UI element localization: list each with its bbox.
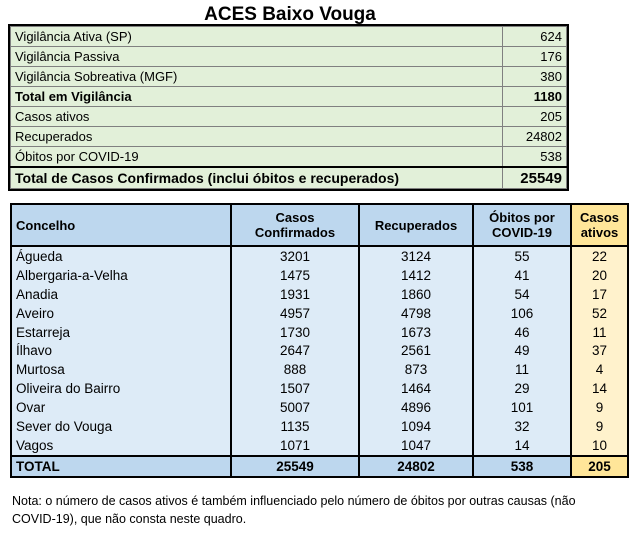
summary-label: Óbitos por COVID-19 — [11, 147, 503, 168]
obitos-cell: 55 — [473, 246, 571, 266]
summary-row — [11, 47, 567, 67]
header-obitos: Óbitos por COVID-19 — [473, 204, 571, 246]
summary-label: Recuperados — [11, 127, 503, 147]
summary-row — [11, 147, 567, 168]
total-recuperados-cell: 24802 — [359, 456, 473, 477]
casos-confirmados-cell: 1730 — [231, 323, 359, 342]
table-row — [11, 398, 628, 417]
table-row — [11, 379, 628, 398]
table-row — [11, 360, 628, 379]
table-header-row — [11, 204, 628, 246]
header-casos-confirmados: Casos Confirmados — [231, 204, 359, 246]
recuperados-cell: 873 — [359, 360, 473, 379]
obitos-cell: 54 — [473, 285, 571, 304]
concelho-cell: Estarreja — [11, 323, 231, 342]
recuperados-cell: 4798 — [359, 304, 473, 323]
casos-confirmados-cell: 1071 — [231, 436, 359, 456]
obitos-cell: 29 — [473, 379, 571, 398]
casos-confirmados-cell: 888 — [231, 360, 359, 379]
casos-confirmados-cell: 2647 — [231, 341, 359, 360]
summary-value: 24802 — [503, 127, 567, 147]
casos-confirmados-cell: 1475 — [231, 266, 359, 285]
obitos-cell: 41 — [473, 266, 571, 285]
summary-row — [11, 87, 567, 107]
concelho-cell: Aveiro — [11, 304, 231, 323]
summary-value: 205 — [503, 107, 567, 127]
total-casos-ativos-cell: 205 — [571, 456, 628, 477]
table-row — [11, 341, 628, 360]
table-row — [11, 266, 628, 285]
obitos-cell: 106 — [473, 304, 571, 323]
summary-label: Total de Casos Confirmados (inclui óbitos e recuperados) — [11, 167, 503, 189]
page-title: ACES Baixo Vouga — [204, 4, 376, 25]
summary-row — [11, 27, 567, 47]
obitos-cell: 11 — [473, 360, 571, 379]
summary-label: Vigilância Ativa (SP) — [11, 27, 503, 47]
concelho-cell: Ílhavo — [11, 341, 231, 360]
table-row — [11, 436, 628, 456]
header-concelho: Concelho — [11, 204, 231, 246]
obitos-cell: 14 — [473, 436, 571, 456]
concelho-cell: Águeda — [11, 246, 231, 266]
summary-label: Total em Vigilância — [11, 87, 503, 107]
casos-confirmados-cell: 1507 — [231, 379, 359, 398]
summary-value: 380 — [503, 67, 567, 87]
casos-confirmados-cell: 1931 — [231, 285, 359, 304]
concelho-cell: Oliveira do Bairro — [11, 379, 231, 398]
casos-confirmados-cell: 5007 — [231, 398, 359, 417]
concelho-cell: Ovar — [11, 398, 231, 417]
summary-value: 176 — [503, 47, 567, 67]
casos-confirmados-cell: 1135 — [231, 417, 359, 436]
recuperados-cell: 1094 — [359, 417, 473, 436]
summary-label: Vigilância Passiva — [11, 47, 503, 67]
casos-confirmados-cell: 3201 — [231, 246, 359, 266]
recuperados-cell: 3124 — [359, 246, 473, 266]
casos-confirmados-cell: 4957 — [231, 304, 359, 323]
concelho-cell: Albergaria-a-Velha — [11, 266, 231, 285]
obitos-cell: 32 — [473, 417, 571, 436]
recuperados-cell: 1464 — [359, 379, 473, 398]
casos-ativos-cell: 37 — [571, 341, 628, 360]
recuperados-cell: 1673 — [359, 323, 473, 342]
summary-label: Casos ativos — [11, 107, 503, 127]
casos-ativos-cell: 52 — [571, 304, 628, 323]
casos-ativos-cell: 9 — [571, 398, 628, 417]
summary-row — [11, 167, 567, 189]
summary-row — [11, 127, 567, 147]
header-casos-ativos: Casos ativos — [571, 204, 628, 246]
table-row — [11, 246, 628, 266]
total-obitos-cell: 538 — [473, 456, 571, 477]
casos-ativos-cell: 17 — [571, 285, 628, 304]
casos-ativos-cell: 14 — [571, 379, 628, 398]
concelho-cell: Vagos — [11, 436, 231, 456]
recuperados-cell: 1860 — [359, 285, 473, 304]
header-recuperados: Recuperados — [359, 204, 473, 246]
casos-ativos-cell: 11 — [571, 323, 628, 342]
casos-ativos-cell: 20 — [571, 266, 628, 285]
summary-label: Vigilância Sobreativa (MGF) — [11, 67, 503, 87]
footnote: Nota: o número de casos ativos é também influenciado pelo número de óbitos por outras causas (não COVID-19), que não consta neste quadro. — [12, 494, 576, 526]
summary-value: 1180 — [503, 87, 567, 107]
summary-value: 538 — [503, 147, 567, 168]
table-row — [11, 323, 628, 342]
summary-value: 624 — [503, 27, 567, 47]
casos-ativos-cell: 9 — [571, 417, 628, 436]
total-casos-confirmados-cell: 25549 — [231, 456, 359, 477]
recuperados-cell: 1047 — [359, 436, 473, 456]
summary-row — [11, 67, 567, 87]
concelho-table — [10, 203, 629, 478]
summary-table — [10, 26, 567, 189]
recuperados-cell: 2561 — [359, 341, 473, 360]
summary-value: 25549 — [503, 167, 567, 189]
concelho-cell: Sever do Vouga — [11, 417, 231, 436]
recuperados-cell: 4896 — [359, 398, 473, 417]
recuperados-cell: 1412 — [359, 266, 473, 285]
obitos-cell: 101 — [473, 398, 571, 417]
table-row — [11, 285, 628, 304]
table-row — [11, 417, 628, 436]
obitos-cell: 49 — [473, 341, 571, 360]
table-row — [11, 304, 628, 323]
casos-ativos-cell: 10 — [571, 436, 628, 456]
total-concelho-cell: TOTAL — [11, 456, 231, 477]
obitos-cell: 46 — [473, 323, 571, 342]
casos-ativos-cell: 22 — [571, 246, 628, 266]
concelho-cell: Anadia — [11, 285, 231, 304]
casos-ativos-cell: 4 — [571, 360, 628, 379]
total-row — [11, 456, 628, 477]
summary-row — [11, 107, 567, 127]
concelho-cell: Murtosa — [11, 360, 231, 379]
